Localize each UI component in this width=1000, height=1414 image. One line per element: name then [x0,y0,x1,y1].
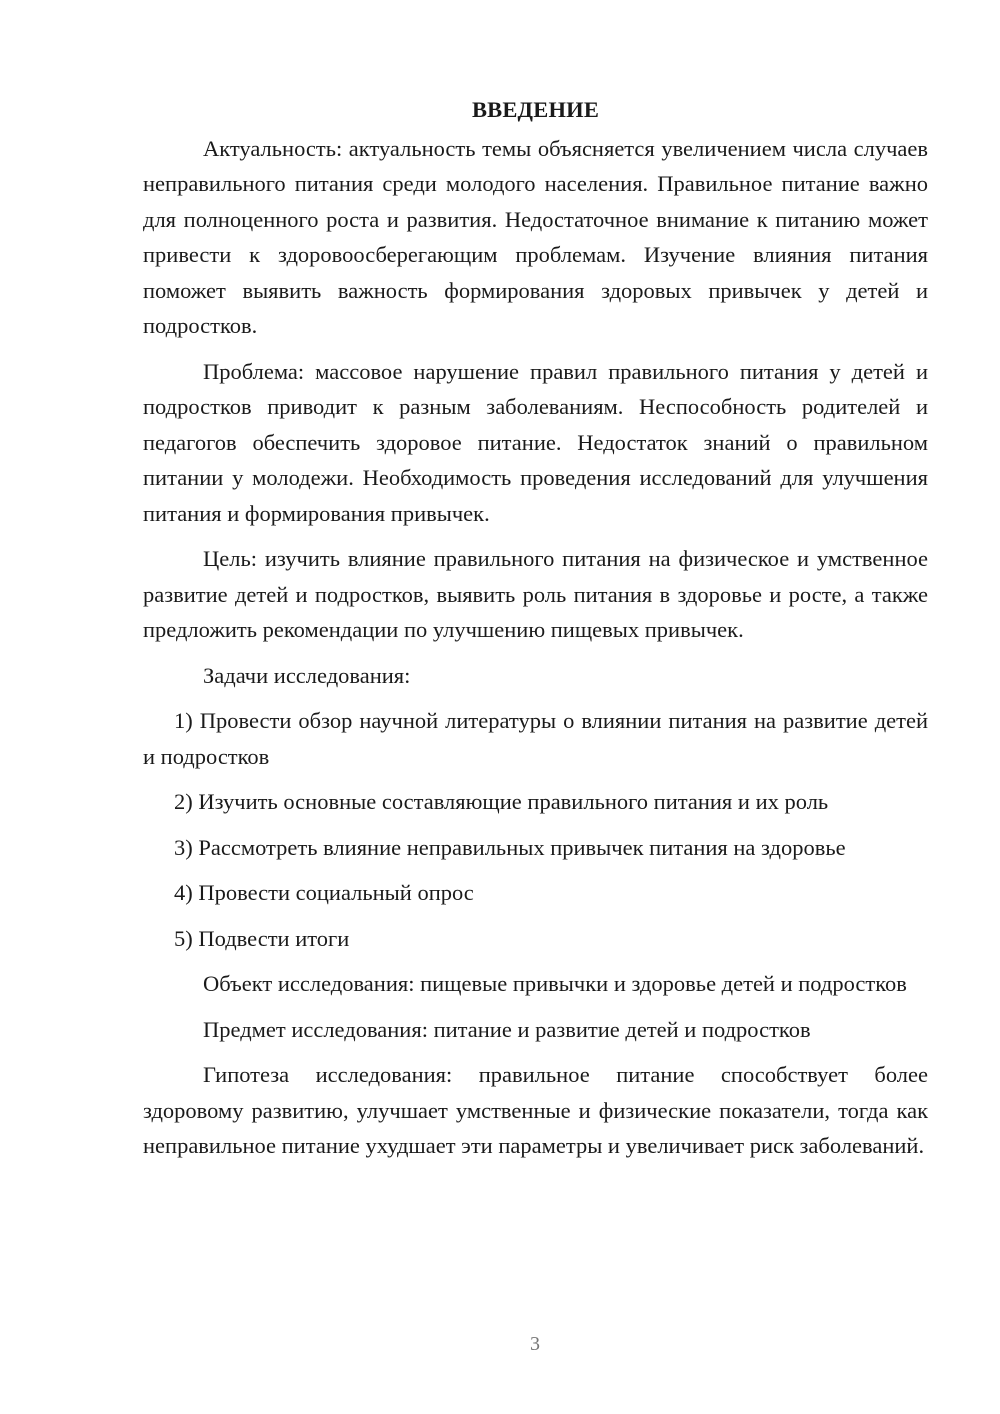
tasks-heading: Задачи исследования: [203,662,411,688]
object-paragraph: Объект исследования: пищевые привычки и здоровье детей и подростков [203,971,907,996]
task-item-1: 1) Провести обзор научной литературы о влиянии питания на развитие детей и подростков [143,708,928,769]
page-content [143,92,928,1174]
task-item-2: 2) Изучить основные составляющие правильного питания и их роль [174,789,829,814]
tasks-list [143,703,928,956]
problem-paragraph: Проблема: массовое нарушение правил правильного питания у детей и подростков приводит к разным заболеваниям. Неспособность родителей и педагогов обеспечить здоровое питание. Недостаток знаний о правильном питании у молодежи. Необходимость проведения исследований для улучшения питания и формирования привычек. [143,358,928,526]
relevance-paragraph: Актуальность: актуальность темы объясняется увеличением числа случаев неправильного питания среди молодого населения. Правильное питание важно для полноценного роста и развития. Недостаточное внимание к питанию может привести к здоровоосберегающим проблемам. Изучение влияния питания поможет выявить важность формирования здоровых привычек у детей и подростков. [143,135,928,338]
page-number: 3 [530,1333,540,1355]
task-item-4: 4) Провести социальный опрос [174,880,474,905]
hypothesis-paragraph: Гипотеза исследования: правильное питание способствует более здоровому развитию, улучшает умственные и физические показатели, тогда как неправильное питание ухудшает эти параметры и увеличивает риск заболеваний. [143,1062,928,1158]
subject-paragraph: Предмет исследования: питание и развитие детей и подростков [203,1016,811,1042]
section-title: ВВЕДЕНИЕ [471,97,600,122]
goal-paragraph: Цель: изучить влияние правильного питания на физическое и умственное развитие детей и подростков, выявить роль питания в здоровье и росте, а также предложить рекомендации по улучшению пищевых привычек. [143,546,928,642]
task-item-3: 3) Рассмотреть влияние неправильных привычек питания на здоровье [174,834,846,860]
task-item-5: 5) Подвести итоги [174,925,350,951]
